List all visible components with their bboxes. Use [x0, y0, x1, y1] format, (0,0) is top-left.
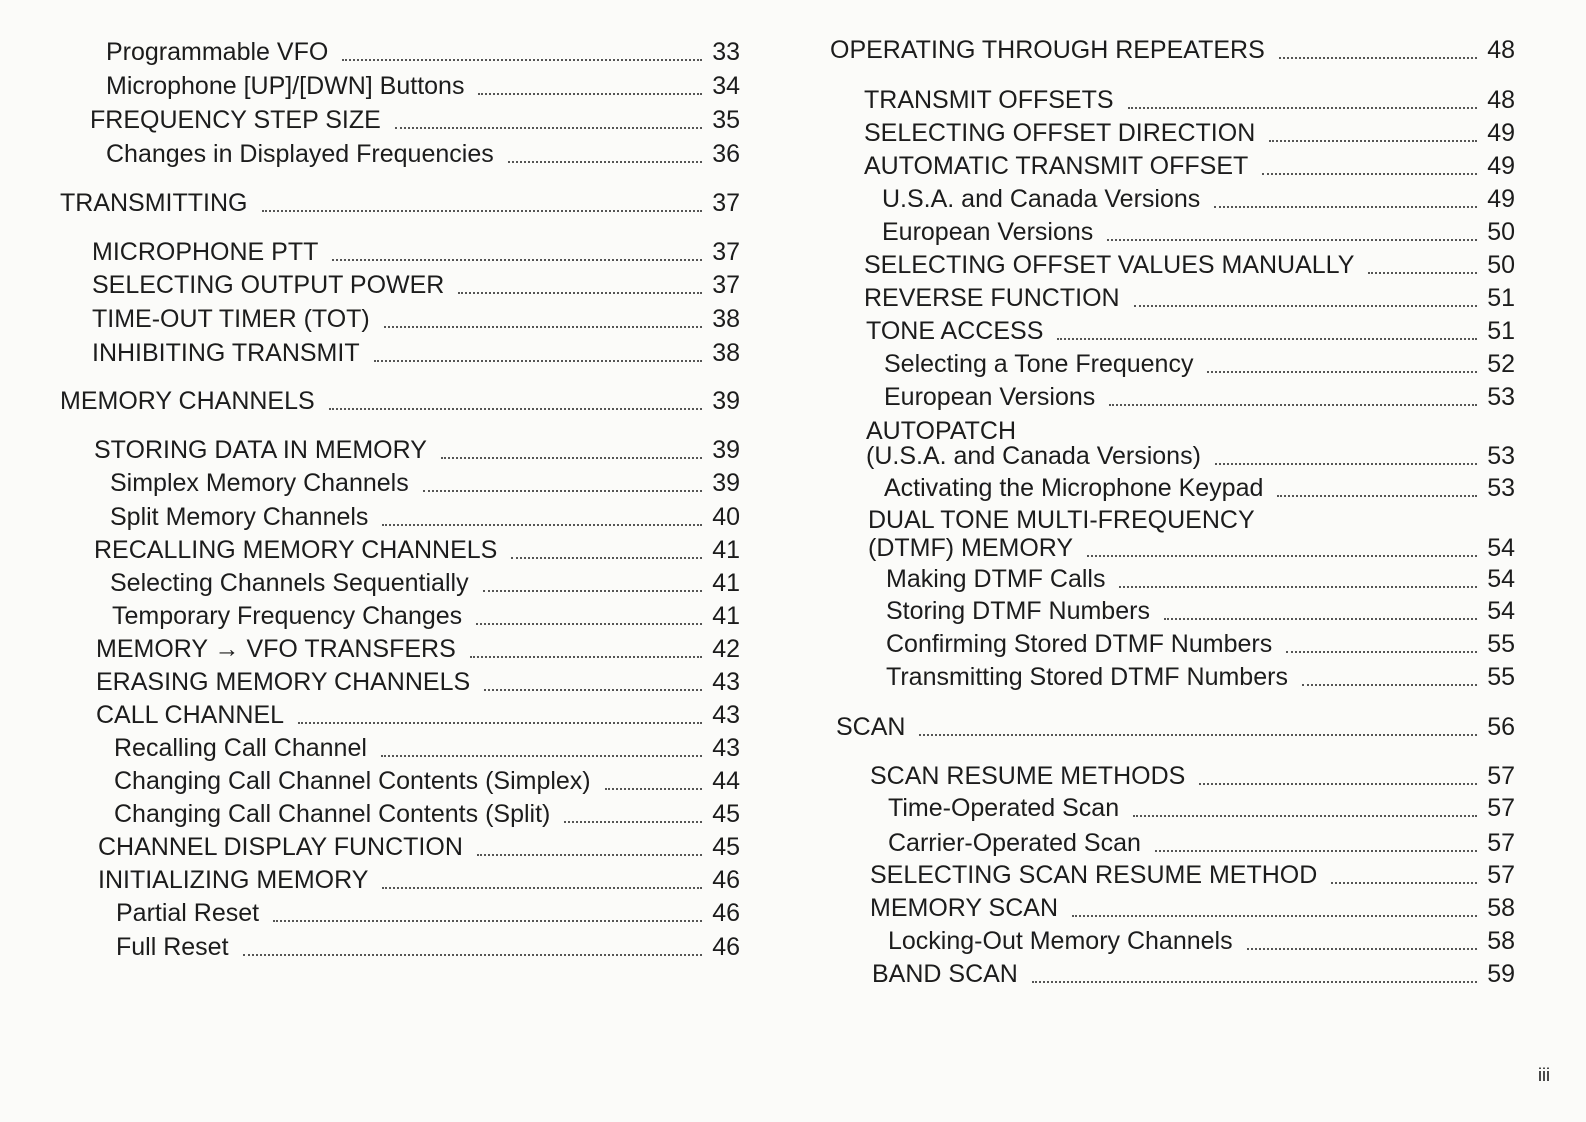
dot-leader	[1107, 239, 1477, 241]
dot-leader	[381, 755, 702, 757]
toc-entry-page: 56	[1487, 713, 1515, 741]
toc-entry	[94, 535, 740, 565]
toc-entry-page: 58	[1487, 894, 1515, 922]
toc-entry-title: AUTOMATIC TRANSMIT OFFSET	[864, 152, 1249, 180]
toc-entry-title: INITIALIZING MEMORY	[98, 866, 369, 894]
toc-entry-title: BAND SCAN	[872, 960, 1018, 988]
toc-entry-page: 50	[1487, 251, 1515, 279]
toc-entry-page: 41	[712, 602, 740, 630]
toc-entry	[92, 338, 740, 368]
toc-entry-title: Microphone [UP]/[DWN] Buttons	[106, 72, 465, 100]
toc-entry	[110, 502, 740, 532]
dot-leader	[484, 689, 702, 691]
toc-entry	[106, 139, 740, 169]
dot-leader	[483, 590, 703, 592]
toc-entry-title: Partial Reset	[116, 899, 260, 927]
dot-leader	[423, 490, 702, 492]
toc-entry-title: U.S.A. and Canada Versions	[882, 185, 1201, 213]
toc-entry	[98, 832, 740, 862]
toc-entry	[96, 667, 740, 697]
toc-entry	[92, 270, 740, 300]
toc-entry	[112, 601, 740, 631]
dot-leader	[374, 360, 703, 362]
dot-leader	[1072, 915, 1477, 917]
toc-entry-page: 57	[1487, 829, 1515, 857]
toc-entry-title: TRANSMITTING	[60, 189, 248, 217]
dot-leader	[470, 656, 702, 658]
toc-entry	[106, 71, 740, 101]
toc-entry	[886, 564, 1515, 594]
dot-leader	[332, 259, 702, 261]
toc-entry	[886, 629, 1515, 659]
toc-entry-page: 59	[1487, 960, 1515, 988]
dot-leader	[342, 59, 702, 61]
toc-entry-page: 41	[712, 536, 740, 564]
toc-entry-title: Transmitting Stored DTMF Numbers	[886, 663, 1288, 691]
toc-entry-page: 45	[712, 833, 740, 861]
dot-leader	[1207, 371, 1477, 373]
dot-leader	[395, 127, 702, 129]
dot-leader	[1279, 57, 1477, 59]
toc-entry	[882, 184, 1515, 214]
toc-entry-page: 51	[1487, 284, 1515, 312]
dot-leader	[1199, 783, 1477, 785]
dot-leader	[605, 788, 703, 790]
toc-entry-page: 57	[1487, 794, 1515, 822]
toc-entry	[92, 237, 740, 267]
toc-entry-title: Changes in Displayed Frequencies	[106, 140, 494, 168]
toc-entry	[114, 733, 740, 763]
toc-entry-title: SELECTING SCAN RESUME METHOD	[870, 861, 1318, 889]
toc-entry	[888, 926, 1515, 956]
toc-entry	[870, 761, 1515, 791]
toc-entry-page: 49	[1487, 152, 1515, 180]
toc-entry-title: RECALLING MEMORY CHANNELS	[94, 536, 498, 564]
dot-leader	[508, 161, 702, 163]
toc-entry-page: 39	[712, 387, 740, 415]
toc-entry-page: 46	[712, 899, 740, 927]
toc-entry	[884, 473, 1515, 503]
toc-entry	[888, 828, 1515, 858]
dot-leader	[382, 524, 702, 526]
toc-entry-page: 48	[1487, 86, 1515, 114]
toc-entry-title: Programmable VFO	[106, 38, 329, 66]
toc-entry-page: 36	[712, 140, 740, 168]
dot-leader	[564, 821, 702, 823]
toc-entry-page: 41	[712, 569, 740, 597]
toc-entry-title: STORING DATA IN MEMORY	[94, 436, 427, 464]
dot-leader	[1134, 305, 1478, 307]
toc-entry-page: 35	[712, 106, 740, 134]
toc-entry-title: Storing DTMF Numbers	[886, 597, 1150, 625]
toc-entry-page: 42	[712, 635, 740, 663]
toc-entry-page: 37	[712, 271, 740, 299]
toc-entry-page: 58	[1487, 927, 1515, 955]
toc-entry-title: MEMORY CHANNELS	[60, 387, 315, 415]
toc-entry-title: OPERATING THROUGH REPEATERS	[830, 36, 1265, 64]
toc-entry-page: 53	[1487, 383, 1515, 411]
toc-entry	[864, 85, 1515, 115]
toc-entry-page: 46	[712, 933, 740, 961]
toc-entry-title: Split Memory Channels	[110, 503, 369, 531]
toc-entry	[884, 382, 1515, 412]
toc-entry-title: Activating the Microphone Keypad	[884, 474, 1264, 502]
dot-leader	[1247, 948, 1478, 950]
dot-leader	[1286, 651, 1477, 653]
toc-entry-title: TRANSMIT OFFSETS	[864, 86, 1114, 114]
toc-entry-page: 37	[712, 189, 740, 217]
toc-entry	[96, 634, 740, 664]
toc-entry-page: 43	[712, 734, 740, 762]
toc-entry-title: Time-Operated Scan	[888, 794, 1120, 822]
toc-entry-title: Temporary Frequency Changes	[112, 602, 463, 630]
dot-leader	[1119, 586, 1477, 588]
toc-entry-page: 53	[1487, 442, 1515, 470]
toc-entry-page: 57	[1487, 762, 1515, 790]
toc-entry	[60, 188, 740, 218]
toc-entry-title: Changing Call Channel Contents (Split)	[114, 800, 551, 828]
toc-entry	[864, 118, 1515, 148]
toc-entry-page: 38	[712, 339, 740, 367]
toc-entry	[884, 349, 1515, 379]
dot-leader	[458, 292, 702, 294]
dot-leader	[1133, 815, 1477, 817]
toc-entry-page: 54	[1487, 565, 1515, 593]
dot-leader	[1302, 684, 1477, 686]
toc-entry-title: Simplex Memory Channels	[110, 469, 409, 497]
dot-leader	[1057, 338, 1477, 340]
dot-leader	[476, 623, 702, 625]
toc-entry-title: SELECTING OUTPUT POWER	[92, 271, 445, 299]
toc-entry	[886, 596, 1515, 626]
toc-entry-title: MICROPHONE PTT	[92, 238, 319, 266]
toc-entry-title: FREQUENCY STEP SIZE	[90, 106, 381, 134]
dot-leader	[262, 210, 703, 212]
toc-entry-title: (U.S.A. and Canada Versions)	[866, 442, 1201, 470]
toc-entry-page: 39	[712, 469, 740, 497]
dot-leader	[243, 954, 703, 956]
toc-entry-page: 46	[712, 866, 740, 894]
toc-entry-title: SCAN RESUME METHODS	[870, 762, 1186, 790]
dot-leader	[329, 408, 703, 410]
dot-leader	[1215, 463, 1477, 465]
toc-entry-title: (DTMF) MEMORY	[868, 534, 1074, 562]
dot-leader	[1331, 882, 1477, 884]
toc-entry-page: 51	[1487, 317, 1515, 345]
toc-entry-title: CHANNEL DISPLAY FUNCTION	[98, 833, 463, 861]
toc-entry-page: 55	[1487, 630, 1515, 658]
dot-leader	[1109, 404, 1477, 406]
toc-entry	[94, 435, 740, 465]
toc-entry-page: 43	[712, 668, 740, 696]
toc-entry	[110, 468, 740, 498]
toc-entry	[866, 441, 1515, 471]
toc-entry-title: MEMORY → VFO TRANSFERS	[96, 635, 456, 663]
dot-leader	[1262, 173, 1477, 175]
toc-entry-page: 39	[712, 436, 740, 464]
dot-leader	[1214, 206, 1477, 208]
toc-entry	[870, 860, 1515, 890]
toc-entry-title: SCAN	[836, 713, 906, 741]
toc-entry-heading: AUTOPATCH	[866, 417, 1017, 445]
toc-entry-title: European Versions	[882, 218, 1094, 246]
dot-leader	[1277, 495, 1477, 497]
toc-entry	[886, 662, 1515, 692]
toc-entry-page: 37	[712, 238, 740, 266]
toc-entry-title: European Versions	[884, 383, 1096, 411]
toc-entry	[114, 766, 740, 796]
toc-entry	[836, 712, 1515, 742]
toc-entry-title: INHIBITING TRANSMIT	[92, 339, 360, 367]
dot-leader	[441, 457, 702, 459]
toc-entry	[110, 568, 740, 598]
toc-entry-page: 40	[712, 503, 740, 531]
toc-entry	[106, 37, 740, 67]
toc-entry-title: Recalling Call Channel	[114, 734, 367, 762]
dot-leader	[273, 920, 702, 922]
toc-entry	[116, 898, 740, 928]
toc-entry-page: 49	[1487, 185, 1515, 213]
toc-entry-title: CALL CHANNEL	[96, 701, 285, 729]
toc-entry-page: 52	[1487, 350, 1515, 378]
toc-entry	[864, 151, 1515, 181]
page-number: iii	[1538, 1065, 1550, 1085]
toc-entry-page: 53	[1487, 474, 1515, 502]
toc-entry-title: Changing Call Channel Contents (Simplex)	[114, 767, 591, 795]
toc-entry-page: 55	[1487, 663, 1515, 691]
dot-leader	[1032, 981, 1477, 983]
toc-entry-page: 33	[712, 38, 740, 66]
toc-entry-title: MEMORY SCAN	[870, 894, 1059, 922]
dot-leader	[1164, 618, 1477, 620]
toc-entry	[870, 893, 1515, 923]
dot-leader	[1368, 272, 1477, 274]
dot-leader	[511, 557, 702, 559]
dot-leader	[298, 722, 702, 724]
toc-entry-title: ERASING MEMORY CHANNELS	[96, 668, 471, 696]
toc-entry-title: Selecting Channels Sequentially	[110, 569, 469, 597]
toc-entry-page: 38	[712, 305, 740, 333]
dot-leader	[1155, 850, 1477, 852]
dot-leader	[478, 93, 702, 95]
dot-leader	[919, 734, 1477, 736]
toc-entry	[864, 283, 1515, 313]
dot-leader	[382, 887, 702, 889]
dot-leader	[384, 326, 702, 328]
toc-entry-title: TIME-OUT TIMER (TOT)	[92, 305, 370, 333]
toc-entry	[116, 932, 740, 962]
toc-entry-title: Carrier-Operated Scan	[888, 829, 1141, 857]
toc-entry-title: Making DTMF Calls	[886, 565, 1106, 593]
toc-entry-page: 43	[712, 701, 740, 729]
toc-entry	[92, 304, 740, 334]
toc-entry-page: 57	[1487, 861, 1515, 889]
toc-entry	[90, 105, 740, 135]
toc-entry	[866, 316, 1515, 346]
dot-leader	[477, 854, 702, 856]
toc-entry-title: Selecting a Tone Frequency	[884, 350, 1194, 378]
dot-leader	[1128, 107, 1478, 109]
toc-entry	[868, 533, 1515, 563]
toc-entry-page: 44	[712, 767, 740, 795]
toc-entry	[98, 865, 740, 895]
toc-entry-title: REVERSE FUNCTION	[864, 284, 1120, 312]
toc-entry-page: 34	[712, 72, 740, 100]
toc-entry	[882, 217, 1515, 247]
toc-entry-page: 54	[1487, 597, 1515, 625]
toc-entry-title: SELECTING OFFSET DIRECTION	[864, 119, 1256, 147]
toc-entry-page: 54	[1487, 534, 1515, 562]
toc-entry-page: 48	[1487, 36, 1515, 64]
toc-entry-title: TONE ACCESS	[866, 317, 1044, 345]
toc-entry-page: 45	[712, 800, 740, 828]
toc-entry-title: Locking-Out Memory Channels	[888, 927, 1233, 955]
toc-entry-title: SELECTING OFFSET VALUES MANUALLY	[864, 251, 1355, 279]
toc-entry	[830, 35, 1515, 65]
toc-entry-page: 49	[1487, 119, 1515, 147]
toc-entry	[864, 250, 1515, 280]
toc-entry-title: Full Reset	[116, 933, 229, 961]
dot-leader	[1269, 140, 1477, 142]
toc-entry-title: Confirming Stored DTMF Numbers	[886, 630, 1273, 658]
toc-entry-heading: DUAL TONE MULTI-FREQUENCY	[868, 506, 1255, 534]
toc-entry	[888, 793, 1515, 823]
toc-entry	[60, 386, 740, 416]
toc-entry	[96, 700, 740, 730]
toc-entry	[872, 959, 1515, 989]
toc-entry	[114, 799, 740, 829]
dot-leader	[1087, 555, 1477, 557]
toc-entry-page: 50	[1487, 218, 1515, 246]
